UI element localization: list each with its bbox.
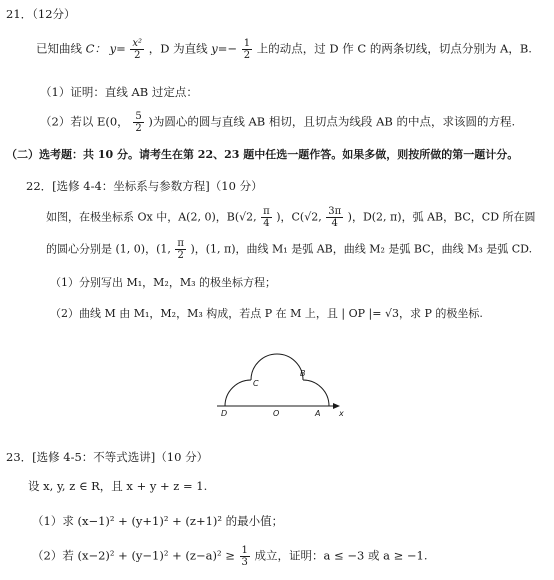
q23-part1: （1）求 (x−1)² + (y+1)² + (z+1)² 的最小值； [32,514,284,528]
q22-line2-text-a: 的圆心分别是 (1, 0)，(1, [46,242,171,256]
q21-part2-text-b: )为圆心的圆与直线 AB 相切，且切点为线段 AB 的中点，求该圆的方程. [148,114,516,129]
q22-line1 [46,206,536,229]
q23-frac-num: 1 [241,545,248,556]
q21-frac-num: x² [132,38,143,49]
q21-frac-den: 2 [134,50,141,61]
q22-line1-text-b: )，C(√2, [276,210,322,224]
q23-part2-text-a: （2）若 (x−2)² + (y−1)² + (z−a)² ≥ [32,548,235,563]
q21-part2-text-a: （2）若以 E(0， [40,114,129,129]
q23-frac-den: 3 [241,557,248,568]
label-x: x [339,409,344,418]
label-a: A [315,409,321,418]
q21-curve-label: C： [85,41,106,56]
label-o: O [273,409,280,418]
q22-fraction-pi-over-4 [261,206,272,229]
q23-part2-text-b: 成立，证明：a ≤ −3 或 a ≥ −1. [254,548,428,563]
q21-part2-num: 5 [135,111,142,122]
q22-l1-3pi: 3π [328,206,342,217]
q22-fraction-pi-over-2 [175,238,186,261]
q22-line2 [46,238,532,261]
q21-stem [36,38,532,61]
q22-l1-pi: π [263,206,270,217]
q22-fraction-3pi-over-4 [326,206,343,229]
label-c: C [253,379,259,388]
q23-given: 设 x, y, z ∈ R，且 x + y + z = 1. [28,479,208,493]
q22-l2-2: 2 [177,250,184,261]
arc-cd [225,380,251,406]
q22-l1-4b: 4 [331,218,338,229]
q23-header: 23．[选修 4-5：不等式选讲]（10 分） [6,450,209,464]
q23-fraction-one-third [240,545,250,568]
polar-arc-figure [215,346,345,418]
q21-fraction-half [242,38,252,61]
q21-part2 [40,111,515,134]
q21-header: 21．（12分） [6,7,76,21]
q22-line1-text-c: )，D(2, π)，弧 AB，BC，CD 所在圆 [347,210,536,224]
q23-part2 [32,545,428,568]
arc-bc [251,354,303,380]
q21-y-eq: y= [109,41,126,56]
q21-stem-text-a: 已知曲线 [36,41,82,56]
q22-part1: （1）分别写出 M₁，M₂，M₃ 的极坐标方程； [50,276,277,289]
q21-line-eq: y=− [211,41,238,56]
q22-part2: （2）曲线 M 由 M₁，M₂，M₃ 构成，若点 P 在 M 上，且 | OP |= √3，求 P 的极坐标. [50,307,483,320]
q22-line1-text-a: 如图，在极坐标系 Ox 中，A(2, 0)，B(√2, [46,210,257,224]
q21-half-den: 2 [243,50,251,61]
label-b: B [300,369,306,378]
q21-half-num: 1 [243,38,251,49]
q22-l1-4: 4 [263,218,270,229]
q21-stem-text-c: 上的动点，过 D 作 C 的两条切线，切点分别为 A，B. [256,41,532,56]
q22-header: 22．[选修 4-4：坐标系与参数方程]（10 分） [26,179,263,193]
q21-fraction-5-over-2 [133,111,143,134]
q21-fraction-x2-over-2 [130,38,144,61]
q22-l2-pi: π [177,238,184,249]
q21-part2-den: 2 [135,123,142,134]
q22-line2-text-b: )，(1, π)，曲线 M₁ 是弧 AB，曲线 M₂ 是弧 BC，曲线 M₃ 是弧 CD. [190,242,533,256]
arc-ab [303,380,329,406]
elective-header: （二）选考题：共 10 分。请考生在第 22、23 题中任选一题作答。如果多做，则按所做的第一题计分。 [6,148,519,161]
q21-part1: （1）证明：直线 AB 过定点： [40,85,198,99]
q21-stem-text-b: ，D 为直线 [148,41,208,56]
label-d: D [221,409,228,418]
